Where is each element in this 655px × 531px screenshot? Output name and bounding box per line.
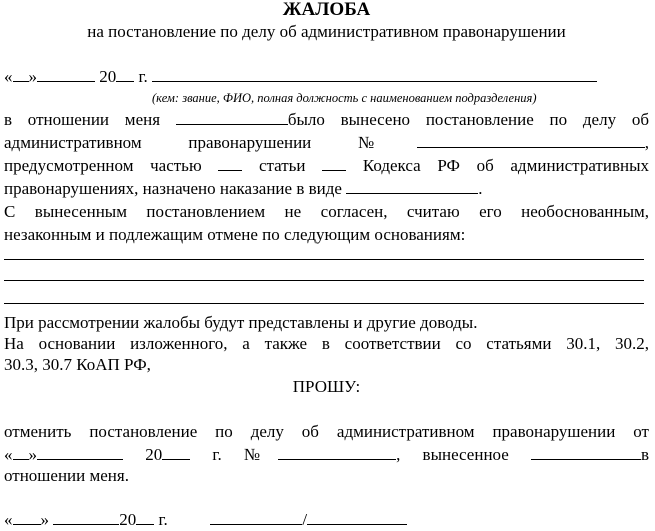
paragraph-line: При рассмотрении жалобы будут представлены и другие доводы. (4, 313, 478, 332)
paragraph-line: 30.3, 30.7 КоАП РФ, (4, 355, 151, 374)
paragraph-line: незаконным и подлежащим отмене по следующим основаниям: (4, 225, 466, 244)
penalty-field[interactable] (346, 179, 478, 194)
grounds-line[interactable] (4, 303, 644, 304)
decision-number-field[interactable] (278, 445, 396, 460)
signature-date-line: « » 20 г. / (4, 510, 649, 530)
document-subtitle: на постановление по делу об административном правонарушении (87, 22, 566, 41)
request-line: « » 20 г. № , вынесенное в (4, 445, 650, 464)
paragraph-line: в отношении меня было вынесено постановление по делу об (4, 110, 649, 129)
paragraph-line: С вынесенным постановлением не согласен, считаю его необоснованным, (4, 202, 649, 221)
complaint-date-line: « » 20 г. (4, 67, 649, 87)
signature-name-field[interactable] (307, 510, 407, 525)
signature-field[interactable] (210, 510, 302, 525)
request-line: отношении меня. (4, 466, 129, 485)
document-title: ЖАЛОБА (282, 0, 371, 20)
official-field[interactable] (152, 67, 597, 82)
paragraph-line: предусмотренном частью статьи Кодекса РФ об административных (4, 156, 649, 175)
paragraph-line: На основании изложенного, а также в соответствии со статьями 30.1, 30.2, (4, 334, 649, 353)
request-heading: ПРОШУ: (292, 377, 361, 396)
request-line: отменить постановление по делу об административном правонарушении от (4, 422, 649, 441)
decision-number-field[interactable] (417, 133, 645, 148)
issuer-field[interactable] (531, 445, 641, 460)
paragraph-line: правонарушениях, назначено наказание в виде . (4, 179, 483, 198)
grounds-line[interactable] (4, 259, 644, 260)
official-field-note: (кем: звание, ФИО, полная должность с наименованием подразделения) (152, 91, 537, 105)
paragraph-line: административном правонарушении № , (4, 133, 649, 152)
grounds-line[interactable] (4, 280, 644, 281)
